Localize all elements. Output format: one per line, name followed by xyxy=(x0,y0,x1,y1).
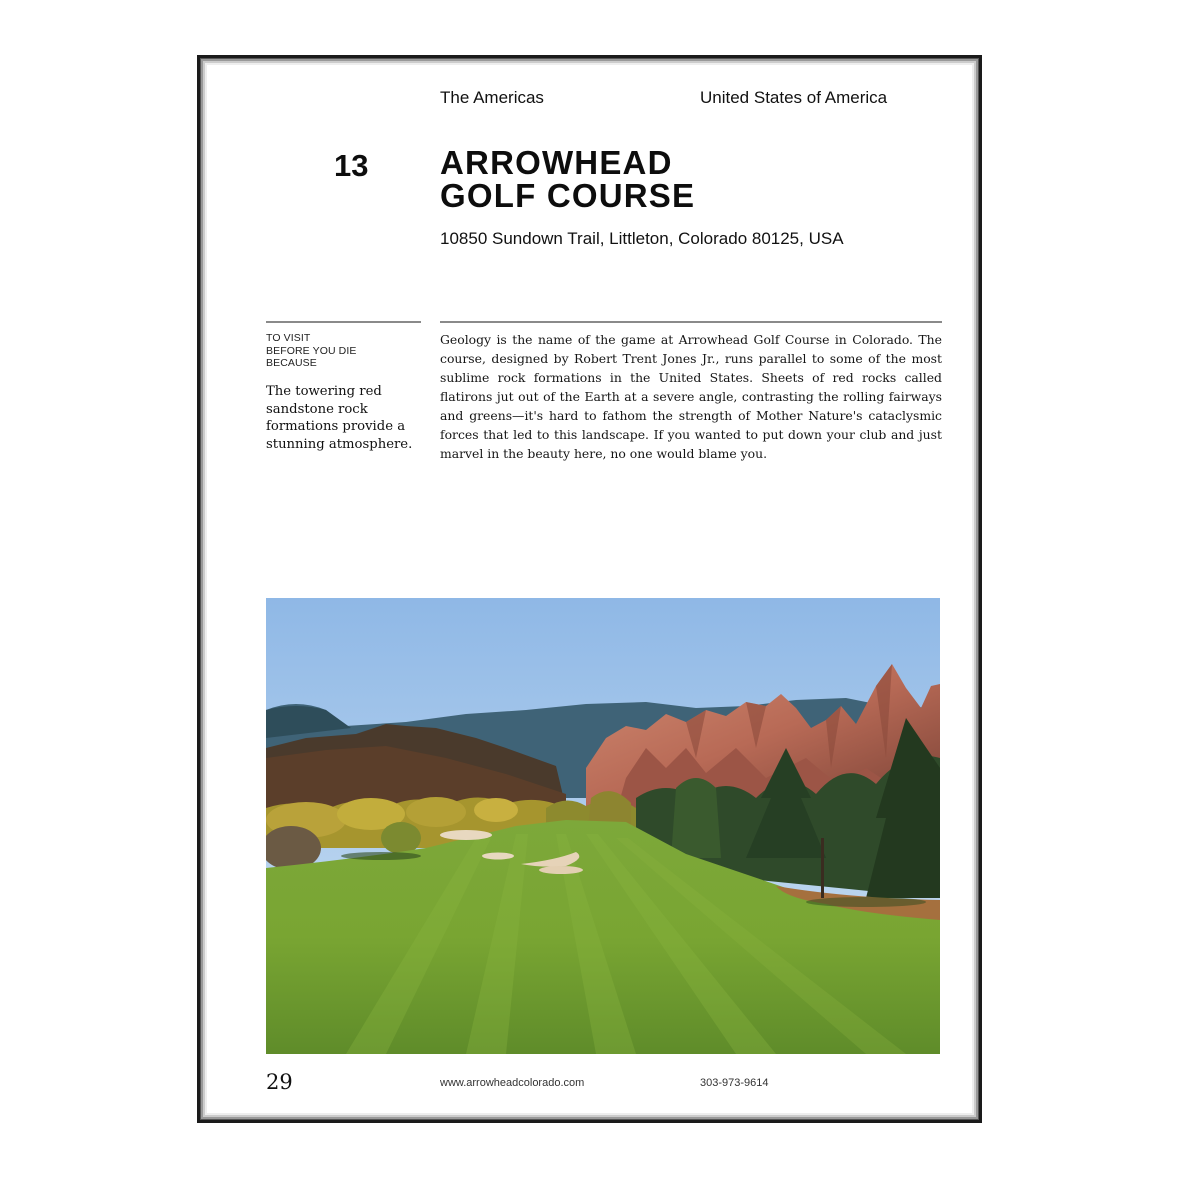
body-paragraph: Geology is the name of the game at Arrowhead Golf Course in Colorado. The course, designed by Robert Trent Jones Jr., runs parallel to some of the most sublime rock formations in the United States. Sheets of red rocks called flatirons jut out of the Earth at a severe angle, contrasting the rolling fairways and greens—it's hard to fathom the strength of Mother Nature's cataclysmic forces that led to this landscape. If you wanted to put down your club and just marvel in the beauty here, no one would blame you. xyxy=(440,332,942,461)
title-line-1: ARROWHEAD xyxy=(440,144,673,181)
sidebar-reason: The towering red sandstone rock formations provide a stunning atmosphere. xyxy=(266,384,413,452)
body-divider xyxy=(440,321,942,323)
title-line-2: GOLF COURSE xyxy=(440,177,696,214)
entry-address: 10850 Sundown Trail, Littleton, Colorado 80125, USA xyxy=(440,229,844,248)
kicker-line-2: BEFORE YOU DIE xyxy=(266,344,357,357)
kicker-line-3: BECAUSE xyxy=(266,357,317,369)
website-link[interactable]: www.arrowheadcolorado.com xyxy=(440,1077,585,1089)
book-page xyxy=(197,55,982,1123)
phone-number: 303-973-9614 xyxy=(700,1077,769,1089)
golf-course-photo xyxy=(266,598,940,1054)
kicker-line-1: TO VISIT xyxy=(266,332,311,344)
region-label: The Americas xyxy=(440,88,544,107)
page-number: 29 xyxy=(266,1070,293,1094)
entry-title xyxy=(440,146,695,212)
country-label: United States of America xyxy=(700,88,888,107)
sidebar-kicker xyxy=(266,332,356,370)
sidebar-divider xyxy=(266,321,421,323)
entry-number: 13 xyxy=(334,148,369,183)
photo-illustration xyxy=(266,598,940,1054)
